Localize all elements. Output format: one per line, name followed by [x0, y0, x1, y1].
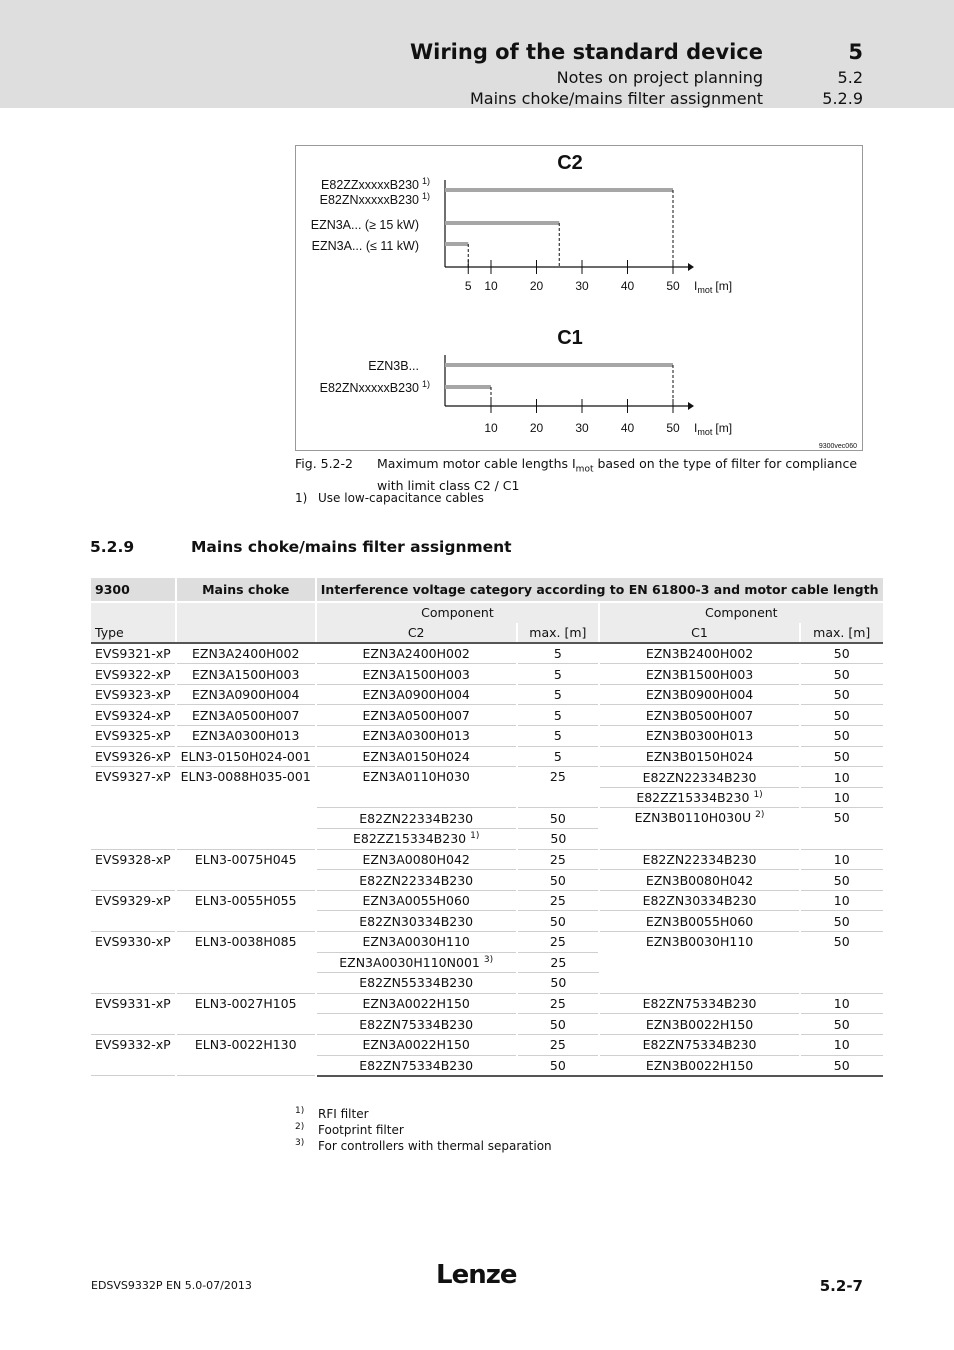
header-c1-max: max. [m] — [800, 623, 883, 644]
cell-text: E82ZN75334B230 — [359, 1057, 474, 1073]
table-row — [91, 890, 883, 911]
cell-c2-max — [517, 890, 600, 911]
table-row — [91, 746, 883, 767]
cell-c1 — [599, 684, 800, 705]
cell-text: E82ZN30334B230 — [642, 893, 757, 909]
cell-c2 — [316, 952, 517, 973]
header-c2-max: max. [m] — [517, 623, 600, 644]
section-heading-number: 5.2.9 — [90, 538, 135, 556]
c1-axis-label — [694, 421, 732, 437]
cell-c1 — [599, 890, 800, 911]
cell-c1 — [599, 664, 800, 685]
cell-text: E82ZZ15334B230 — [636, 790, 750, 806]
cell-c2-max — [517, 1034, 600, 1055]
cell-c2-max — [517, 932, 600, 953]
cell-text: EZN3B0500H007 — [645, 707, 754, 723]
cell-text: E82ZN55334B230 — [359, 975, 474, 991]
cell-c1-max — [800, 870, 883, 891]
c2-panel-title: C2 — [557, 152, 583, 174]
table-row — [91, 643, 883, 664]
c2-row-label: EZN3A... (≥ 15 kW) — [310, 218, 419, 232]
caption-text-a: Maximum motor cable lengths I — [377, 456, 576, 471]
cell-choke — [176, 643, 316, 664]
mains-choke-table — [91, 578, 883, 1077]
table-subheader-row — [91, 602, 883, 623]
c2-row-label: EZN3A... (≤ 11 kW) — [311, 239, 419, 253]
cell-c1 — [599, 643, 800, 664]
cell-c2 — [316, 1034, 517, 1055]
cell-c2 — [316, 746, 517, 767]
header-component-c2: Component — [316, 602, 599, 623]
header-empty — [91, 602, 176, 623]
cell-text: EVS9331-xP — [95, 995, 171, 1011]
cell-c1-max — [800, 808, 883, 849]
c1-tick-label: 10 — [484, 421, 498, 435]
cell-text: E82ZN30334B230 — [359, 913, 474, 929]
cell-c2 — [316, 808, 517, 829]
cell-type — [91, 664, 176, 685]
cell-c2 — [316, 705, 517, 726]
cell-text: 50 — [833, 646, 850, 662]
cell-text: EZN3A2400H002 — [362, 646, 470, 662]
c2-tick-label: 40 — [620, 279, 635, 293]
cell-c1 — [599, 726, 800, 747]
c1-tick-label: 50 — [666, 421, 680, 435]
cell-c1 — [599, 808, 800, 849]
cell-text: EVS9330-xP — [95, 934, 171, 949]
cell-c1 — [599, 1055, 800, 1076]
cell-type — [91, 705, 176, 726]
cell-text: 5 — [553, 666, 562, 682]
cell-text: 50 — [833, 666, 850, 682]
cell-choke — [176, 684, 316, 705]
cell-text: ELN3-0038H085 — [194, 934, 297, 949]
cell-c2-max — [517, 870, 600, 891]
cell-c2 — [316, 849, 517, 870]
cell-c1-max — [800, 932, 883, 994]
table-row — [91, 684, 883, 705]
cell-text: 50 — [550, 975, 567, 991]
cell-c1 — [599, 705, 800, 726]
lenze-logo: Lenze — [436, 1260, 517, 1290]
table-row — [91, 664, 883, 685]
cell-text: 50 — [833, 687, 850, 703]
cell-c1-max — [800, 911, 883, 932]
cell-text: E82ZN75334B230 — [359, 1016, 474, 1032]
cell-c1-max — [800, 890, 883, 911]
section-heading-title: Mains choke/mains filter assignment — [191, 538, 512, 556]
cell-c1-max — [800, 664, 883, 685]
cell-c2 — [316, 870, 517, 891]
table-subheader-row-2 — [91, 623, 883, 644]
cell-text: 10 — [833, 790, 850, 806]
footnote-mark: 1) — [295, 1106, 305, 1116]
cell-c2 — [316, 684, 517, 705]
cell-text: EZN3B0055H060 — [645, 913, 754, 929]
footer-page-number: 5.2-7 — [819, 1277, 863, 1295]
cell-choke — [176, 746, 316, 767]
caption-text-b: based on the type of filter for compliance with limit class C2 / C1 — [377, 456, 858, 493]
cell-text: 5 — [553, 748, 562, 764]
cell-text: EZN3A0900H004 — [192, 687, 300, 703]
cell-text: 50 — [833, 1057, 850, 1073]
cell-c1-max — [800, 787, 883, 808]
cell-text: 50 — [833, 810, 850, 826]
table-row — [91, 705, 883, 726]
cell-text: 50 — [833, 707, 850, 723]
cell-choke — [176, 726, 316, 747]
cell-c2-max — [517, 746, 600, 767]
figure-caption-label: Fig. 5.2-2 — [295, 456, 353, 471]
cell-text: E82ZN22334B230 — [359, 872, 474, 888]
cell-c2 — [316, 726, 517, 747]
cell-text: 50 — [833, 913, 850, 929]
cell-c1 — [599, 746, 800, 767]
cell-c1 — [599, 1034, 800, 1055]
cell-text: E82ZZ15334B230 — [352, 831, 467, 847]
cell-text: 50 — [549, 810, 566, 826]
table-row — [91, 767, 883, 788]
axis-label-main: I — [694, 279, 698, 293]
cell-text: 25 — [549, 996, 566, 1012]
cell-text: EZN3A0030H110 — [362, 934, 470, 950]
cable-length-diagram — [296, 146, 864, 452]
cell-c2-max — [517, 664, 600, 685]
footnote-mark: 2) — [295, 1122, 305, 1132]
page-header — [0, 0, 954, 108]
table-row — [91, 849, 883, 870]
c2-tick-label: 5 — [464, 279, 472, 293]
cell-c2-max — [517, 973, 600, 994]
header-mains-choke: Mains choke — [176, 578, 316, 602]
cell-text: EVS9323-xP — [95, 687, 171, 703]
cell-c1 — [599, 993, 800, 1014]
table-row — [91, 993, 883, 1014]
axis-label-unit: [m] — [715, 279, 733, 293]
cell-text: 50 — [833, 934, 850, 949]
cell-choke — [176, 767, 316, 849]
header-component-c1: Component — [599, 602, 882, 623]
c2-tick-label: 20 — [529, 279, 544, 293]
cell-text: EVS9321-xP — [95, 646, 171, 662]
header-type: Type — [91, 623, 176, 644]
cell-text: EZN3B0022H150 — [645, 1057, 754, 1073]
cell-text: EZN3A0300H013 — [192, 728, 300, 744]
table-row — [91, 1034, 883, 1055]
cell-c2 — [316, 890, 517, 911]
subsection-title: Mains choke/mains filter assignment — [469, 89, 763, 108]
cell-text: 25 — [549, 1037, 566, 1053]
figure-footnote-text: Use low-capacitance cables — [318, 491, 484, 505]
footnote-ref: 1) — [422, 379, 431, 389]
footnote-ref: 1) — [753, 790, 763, 801]
cell-c1-max — [800, 1055, 883, 1076]
cell-c1-max — [800, 1014, 883, 1035]
cell-text: EVS9327-xP — [95, 769, 171, 785]
cell-choke — [176, 932, 316, 994]
cell-c2-max — [517, 952, 600, 973]
header-c2: C2 — [316, 623, 517, 644]
cell-c2 — [316, 1055, 517, 1076]
cell-text: 5 — [553, 707, 562, 723]
cell-c1-max — [800, 767, 883, 788]
c2-axis-label — [694, 279, 732, 295]
cell-c2-max — [517, 767, 600, 808]
c2-bar — [445, 188, 673, 192]
cell-text: 50 — [833, 748, 850, 764]
cell-text: EVS9324-xP — [95, 707, 171, 723]
cell-c2 — [316, 829, 517, 850]
cell-c2-max — [517, 829, 600, 850]
cell-text: EZN3A0022H150 — [362, 1037, 470, 1053]
cell-text: EZN3A0900H004 — [362, 687, 470, 703]
cell-text: EVS9332-xP — [95, 1036, 171, 1052]
cell-text: EVS9328-xP — [95, 851, 171, 867]
cell-text: EZN3A1500H003 — [362, 666, 470, 682]
cell-c2 — [316, 911, 517, 932]
cell-type — [91, 643, 176, 664]
cell-text: ELN3-0150H024-001 — [180, 748, 311, 764]
cell-type — [91, 993, 176, 1034]
cell-text: EZN3A0022H150 — [362, 996, 470, 1012]
cable-length-figure — [295, 145, 863, 451]
cell-text: EZN3A0150H024 — [362, 748, 470, 764]
cell-c2-max — [517, 911, 600, 932]
cell-text: ELN3-0088H035-001 — [180, 769, 311, 785]
cell-type — [91, 849, 176, 890]
cell-choke — [176, 849, 316, 890]
cell-c2 — [316, 1014, 517, 1035]
cell-type — [91, 890, 176, 931]
cell-c1 — [599, 870, 800, 891]
cell-text: 10 — [833, 769, 850, 785]
section-number: 5.2 — [837, 68, 863, 87]
cell-text: EZN3A1500H003 — [192, 666, 300, 682]
cell-text: ELN3-0075H045 — [194, 851, 297, 867]
cell-text: 25 — [549, 851, 566, 867]
cell-text: E82ZN22334B230 — [359, 810, 474, 826]
cell-text: EZN3A0300H013 — [362, 728, 470, 744]
table-row — [91, 726, 883, 747]
c1-tick-label: 40 — [620, 421, 635, 435]
axis-label-main: I — [694, 421, 698, 435]
header-9300: 9300 — [91, 578, 176, 602]
footnote-text: Footprint filter — [318, 1123, 404, 1137]
cell-text: 50 — [833, 872, 850, 888]
axis-label-unit: [m] — [715, 421, 733, 435]
cell-c2-max — [517, 1014, 600, 1035]
cell-text: EZN3A0110H030 — [362, 769, 470, 785]
cell-c1-max — [800, 849, 883, 870]
cell-text: ELN3-0055H055 — [194, 892, 297, 908]
cell-c1 — [599, 932, 800, 994]
cell-c2 — [316, 932, 517, 953]
cell-text: 10 — [833, 996, 850, 1012]
c1-bar — [445, 385, 491, 389]
c1-row-label: EZN3B... — [368, 359, 419, 373]
cell-text: ELN3-0027H105 — [194, 995, 297, 1011]
cell-text: E82ZN75334B230 — [642, 1037, 757, 1053]
cell-text: E82ZN75334B230 — [642, 996, 757, 1012]
cell-text: EZN3A2400H002 — [192, 646, 300, 662]
cell-type — [91, 767, 176, 849]
header-empty — [176, 602, 316, 623]
cell-c1 — [599, 911, 800, 932]
cell-text: 50 — [833, 728, 850, 744]
cell-type — [91, 1034, 176, 1075]
c2-x-axis-arrow — [688, 263, 694, 271]
footer-doc-id: EDSVS9332P EN 5.0-07/2013 — [91, 1279, 252, 1292]
cell-c2-max — [517, 684, 600, 705]
footnote-ref: 1) — [422, 191, 431, 201]
cell-text: 5 — [553, 728, 562, 744]
cell-c1 — [599, 849, 800, 870]
cell-choke — [176, 664, 316, 685]
caption-text-sub: mot — [575, 464, 594, 475]
header-empty — [176, 623, 316, 644]
figure-id: 9300vec060 — [818, 443, 857, 450]
cell-text: EZN3A0500H007 — [362, 707, 470, 723]
cell-c2 — [316, 973, 517, 994]
cell-c1-max — [800, 643, 883, 664]
cell-text: 50 — [833, 1016, 850, 1032]
section-title: Notes on project planning — [556, 68, 763, 87]
cell-text: EZN3A0055H060 — [362, 893, 470, 909]
cell-text: EZN3A0080H042 — [362, 851, 470, 867]
c2-tick-label: 30 — [575, 279, 589, 293]
c1-bar — [445, 363, 673, 367]
cell-c2 — [316, 993, 517, 1014]
cell-c1 — [599, 767, 800, 788]
table-header-row — [91, 578, 883, 602]
cell-c1-max — [800, 746, 883, 767]
cell-text: 50 — [549, 872, 566, 888]
cell-text: 10 — [833, 851, 850, 867]
footnote-ref: 2) — [755, 810, 765, 821]
cell-type — [91, 746, 176, 767]
cell-text: 50 — [549, 1016, 566, 1032]
c2-tick-label: 50 — [666, 279, 680, 293]
cell-c2-max — [517, 726, 600, 747]
axis-label-sub: mot — [697, 427, 713, 437]
cell-text: ELN3-0022H130 — [194, 1036, 297, 1052]
cell-c1-max — [800, 705, 883, 726]
footnote-ref: 1) — [422, 176, 431, 186]
cell-c2-max — [517, 705, 600, 726]
cell-text: EZN3B0030H110 — [645, 934, 754, 949]
cell-type — [91, 684, 176, 705]
cell-text: EZN3B0110H030U — [634, 810, 752, 826]
cell-text: E82ZN22334B230 — [642, 769, 757, 785]
cell-c2-max — [517, 849, 600, 870]
cell-choke — [176, 993, 316, 1034]
cell-text: 5 — [553, 646, 562, 662]
cell-c2-max — [517, 1055, 600, 1076]
chapter-number: 5 — [848, 40, 863, 64]
c1-row-label: E82ZNxxxxxB230 — [319, 381, 419, 395]
cell-c1 — [599, 1014, 800, 1035]
c1-tick-label: 20 — [529, 421, 544, 435]
footnote-text: RFI filter — [318, 1107, 369, 1121]
cell-text: 50 — [549, 913, 566, 929]
cell-text: 25 — [549, 893, 566, 909]
c2-tick-label: 10 — [484, 279, 498, 293]
subsection-number: 5.2.9 — [822, 89, 863, 108]
header-interference: Interference voltage category according to EN 61800-3 and motor cable length — [316, 578, 883, 602]
cell-choke — [176, 1034, 316, 1075]
cell-c2 — [316, 767, 517, 808]
header-c1: C1 — [599, 623, 800, 644]
cell-c1-max — [800, 1034, 883, 1055]
cell-c2 — [316, 643, 517, 664]
footnote-mark: 3) — [295, 1138, 305, 1148]
cell-text: 50 — [549, 1057, 566, 1073]
cell-text: EZN3A0500H007 — [192, 707, 300, 723]
cell-c2-max — [517, 643, 600, 664]
c2-row-label: E82ZNxxxxxB230 — [319, 193, 419, 207]
cell-text: EZN3B2400H002 — [645, 646, 754, 662]
cell-c2-max — [517, 808, 600, 829]
cell-text: 10 — [833, 893, 850, 909]
cell-text: 25 — [550, 954, 567, 970]
cell-choke — [176, 705, 316, 726]
footnote-ref: 3) — [483, 954, 494, 965]
cell-text: 10 — [833, 1037, 850, 1053]
cell-text: 5 — [553, 687, 562, 703]
cell-c1-max — [800, 684, 883, 705]
cell-text: EZN3B0080H042 — [645, 872, 754, 888]
cell-c2 — [316, 664, 517, 685]
c1-tick-label: 30 — [575, 421, 589, 435]
cell-text: E82ZN22334B230 — [642, 851, 757, 867]
c2-bar — [445, 242, 468, 246]
cell-text: 25 — [549, 934, 566, 950]
cell-text: EZN3B0022H150 — [645, 1016, 754, 1032]
axis-label-sub: mot — [697, 285, 713, 295]
cell-text: EVS9329-xP — [95, 892, 171, 908]
table-row — [91, 932, 883, 953]
c1-panel-title: C1 — [557, 327, 583, 349]
cell-type — [91, 726, 176, 747]
cell-text: EZN3B0150H024 — [645, 748, 754, 764]
cell-text: EVS9326-xP — [95, 748, 171, 764]
cell-text: EVS9325-xP — [95, 728, 171, 744]
cell-text: EZN3B0300H013 — [645, 728, 754, 744]
cell-text: EZN3A0030H110N001 — [339, 954, 480, 970]
c2-bar — [445, 221, 559, 225]
figure-footnote-mark: 1) — [295, 491, 308, 505]
cell-text: 25 — [549, 769, 566, 785]
cell-type — [91, 932, 176, 994]
c1-x-axis-arrow — [688, 402, 694, 410]
c2-row-label: E82ZZxxxxxB230 — [321, 178, 419, 192]
cell-text: EZN3B1500H003 — [645, 666, 754, 682]
cell-c1-max — [800, 726, 883, 747]
cell-text: 50 — [550, 831, 567, 847]
chapter-title: Wiring of the standard device — [409, 40, 763, 64]
cell-c2-max — [517, 993, 600, 1014]
cell-c1 — [599, 787, 800, 808]
cell-text: EVS9322-xP — [95, 666, 171, 682]
figure-caption-text — [377, 456, 872, 493]
cell-text: EZN3B0900H004 — [645, 687, 754, 703]
footnote-text: For controllers with thermal separation — [318, 1139, 552, 1153]
cell-choke — [176, 890, 316, 931]
cell-c1-max — [800, 993, 883, 1014]
footnote-ref: 1) — [470, 831, 480, 842]
